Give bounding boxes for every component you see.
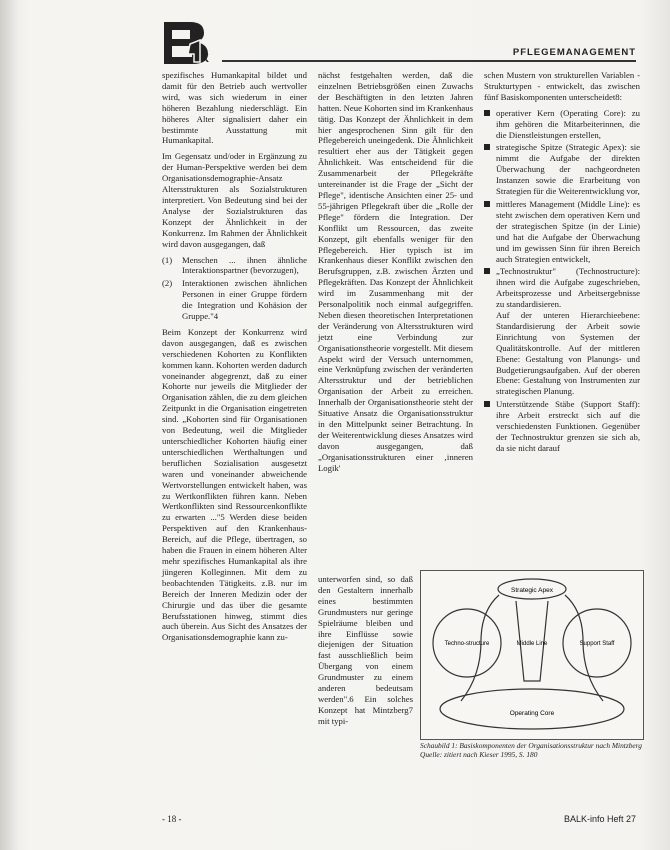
bullet-icon (484, 110, 490, 116)
label-operating-core: Operating Core (509, 710, 555, 717)
paragraph: Im Gegensatz und/oder in Ergänzung zu der Human-Perspektive werden bei dem Organisationsdemographie-Ansatz Altersstrukturen als Sozialstrukturen interpretiert. Von Bedeutung sind bei der Analyse der Sozialstrukturen das Konzept der Ähnlichkeit in der Konkurrenz. Im Rahmen der Ähnlichkeit wird davon ausgegangen, daß (162, 151, 307, 249)
list-text: Interaktionen zwischen ähnlichen Personen in einer Gruppe fördern die Integration und Kohäsion der Gruppe."4 (182, 278, 307, 322)
paragraph-beside-figure: unterworfen sind, so daß den Gestaltern innerhalb eines bestimmten Grundmusters nur geringe Spielräume bleiben und ihre Einflüsse sowie diejenigen der Situation fast ausschließlich beim Übergang von einem Grundmuster zu einem anderen bedeutsam werden".6 Ein solches Konzept hat Mintzberg7 mit typi- (318, 574, 413, 726)
svg-text:K: K (201, 53, 209, 65)
paragraph: nächst festgehalten werden, daß die einzelnen Betriebsgrößen einen Zuwachs der Beschäftigten in den letzten Jahren hatten. Neue Kohorten sind im Krankenhaus tätig. Das Konzept der Ähnlichkeit in dem hier angesprochenen Sinn gilt für den Pflegebereich uneingedenk. Die Ähnlichkeit resultiert eher aus der Tätigkeit gegen Ähnlichkeit. Was entscheidend für die Zusammenarbeit der Pflegekräfte untereinander ist die Frage der „Sicht der Pflege", identische Ansichten einer 25- und 55-jährigen Pflegekraft über die „Rolle der Pflege" fördern die Integration. Der Konflikt um Ressourcen, das zweite Konzept, gilt ebenfalls weniger für den Pflegebereich. Hier typisch ist im Krankenhaus dieser Konflikt zwischen den Berufsgruppen, z.B. zwischen Ärzten und Pflegekräften. Das Konzept der Ähnlichkeit wird im Zusammenhang mit der Personalpolitik noch einmal aufgegriffen. Neben diesen theoretischen Interpretationen der Veränderung von Altersstrukturen wird jetzt eine Verbindung zur Organisationstheorie vorgestellt. Mit diesem Aspekt wird der Versuch unternommen, eine Verknüpfung zwischen der veränderten Altersstruktur und der betrieblichen Organisation der Arbeit zu erreichen. Innerhalb der Organisationstheorie steht der Situative Ansatz die Organisationsstruktur in den Mittelpunkt seiner Betrachtung. In der Weiterentwicklung dieses Ansatzes wird davon ausgegangen, daß „Organisationsstrukturen einer ‚inneren Logik' (318, 70, 473, 473)
operating-core-shape (440, 689, 624, 729)
outline-left (461, 595, 499, 701)
header-rule (222, 60, 636, 62)
list-item (484, 199, 640, 264)
numbered-list (162, 255, 307, 322)
list-item (484, 399, 640, 454)
outline-right (565, 595, 603, 701)
paragraph: Beim Konzept der Konkurrenz wird davon ausgegangen, daß es zwischen verschiedenen Kohorten zu Konflikten kommen kann. Kohorten werden dadurch voneinander abgegrenzt, daß zu einer Kohorte nur jeweils die Mitglieder der Organisation zählen, die zu dem gleichen Zeitpunkt in die Organisation eingetreten sind. „Kohorten sind für Organisationen von Bedeutung, weil die Mitglieder unterschiedlicher Kohorten häufig einer unterschiedlichen Werthaltungen und beruflichen Sozialisation ausgesetzt waren und voneinander abweichende Wertvorstellungen entwickelt haben, was zu Wertkonflikten führen kann. Neben Wertkonflikten sind Ressourcenkonflikte zu erwarten ..."5 Werden diese beiden Perspektiven auf den Krankenhaus-Bereich, auf die Pflege, übertragen, so haben die Frauen in einem höheren Alter mehr spezifisches Humankapital als ihre jüngeren Kolleginnen. Mit dem zu beobachtenden Tätigkeits. z.B. nur im Bereich der Inneren Medizin oder der Chirurgie und das über die gesamte Berufsstationen hinweg, stimmt dies auch überein. Aus Sicht des Ansatzes der Organisationsdemographie kann zu- (162, 326, 307, 643)
list-item (162, 255, 307, 277)
list-text: operativer Kern (Operating Core): zu ihm gehören die Mitarbeiterinnen, die die Dienstleistungen erstellen, (496, 107, 640, 140)
caption-title: Schaubild 1: Basiskomponenten der Organisationsstruktur nach Mintzberg (420, 741, 642, 750)
balk-logo-icon (160, 18, 216, 66)
list-text: strategische Spitze (Strategic Apex): sie nimmt die Aufgabe der direkten Überwachung der nachgeordneten Instanzen sowie die Erarbeitung von Strategien für die Weiterentwicklung vor, (496, 142, 640, 197)
list-text: mittleres Management (Middle Line): es steht zwischen dem operativen Kern und der strategischen Spitze (in der Linie) und hat die Aufgabe der Überwachung und im gewissen Sinn für ihren Bereich auch Strategien entwickelt, (496, 198, 640, 264)
list-item (484, 266, 640, 397)
section-header: PFLEGEMANAGEMENT (512, 47, 636, 58)
diagram-graphic (421, 571, 643, 739)
paragraph: schen Mustern von strukturellen Variablen - Strukturtypen - entwickelt, das zwischen fünf Basiskomponenten unterscheidet8: (484, 70, 640, 102)
list-number: (2) (162, 278, 173, 289)
list-item (484, 108, 640, 141)
bullet-icon (484, 401, 490, 407)
label-support-staff: Support Staff (579, 641, 615, 647)
binding-shadow (0, 0, 18, 850)
text-column-2 (318, 70, 473, 479)
list-text: „Technostruktur" (Technostructure): ihnen wird die Aufgabe zugeschrieben, Arbeitsprozesse und Arbeitsergebnisse zu standardisieren. (496, 266, 640, 310)
bullet-list (484, 108, 640, 454)
bullet-icon (484, 268, 490, 274)
list-text: Unterstützende Stäbe (Support Staff): ihre Arbeit erstreckt sich auf die verschiedensten Funktionen. Gegenüber der Technostruktur grenzen sie sich ab, da sie nicht darauf (496, 399, 640, 453)
text-column-3 (484, 70, 640, 456)
label-technostructure: Techno-structure (444, 641, 490, 647)
list-text: Menschen ... ihnen ähnliche Interaktionspartner (bevorzugen), (182, 254, 307, 276)
bullet-icon (484, 201, 490, 207)
bullet-icon (484, 144, 490, 150)
mintzberg-diagram (420, 570, 644, 740)
list-subtext: Auf der unteren Hierarchieebene: Standardisierung der Arbeit sowie Einrichtung von Systemen der Qualitätskontrolle. Auf der mittleren Ebene: Gestaltung von Planungs- und Budgetierungsaufgaben. Auf der oberen Ebene: Gestaltung von Instrumenten zur strategischen Planung. (496, 310, 640, 397)
text-column-1 (162, 70, 307, 648)
list-number: (1) (162, 254, 173, 265)
label-middle-line: Middle Line (516, 641, 548, 647)
paragraph: spezifisches Humankapital bildet und damit für den Betrieb auch wertvoller wird, was sich wiederum in einer höheren Bezahlung niederschlägt. Ein höheres Alter signalisiert daher ein bestimmte Ausstattung mit Humankapital. (162, 70, 307, 146)
caption-source: Quelle: zitiert nach Kieser 1995, S. 180 (420, 750, 538, 759)
figure-caption (420, 741, 642, 759)
label-apex: Strategic Apex (511, 587, 553, 594)
page-number: - 18 - (162, 814, 182, 824)
journal-name: BALK-info Heft 27 (563, 814, 636, 824)
list-item (484, 142, 640, 197)
list-item (162, 278, 307, 322)
